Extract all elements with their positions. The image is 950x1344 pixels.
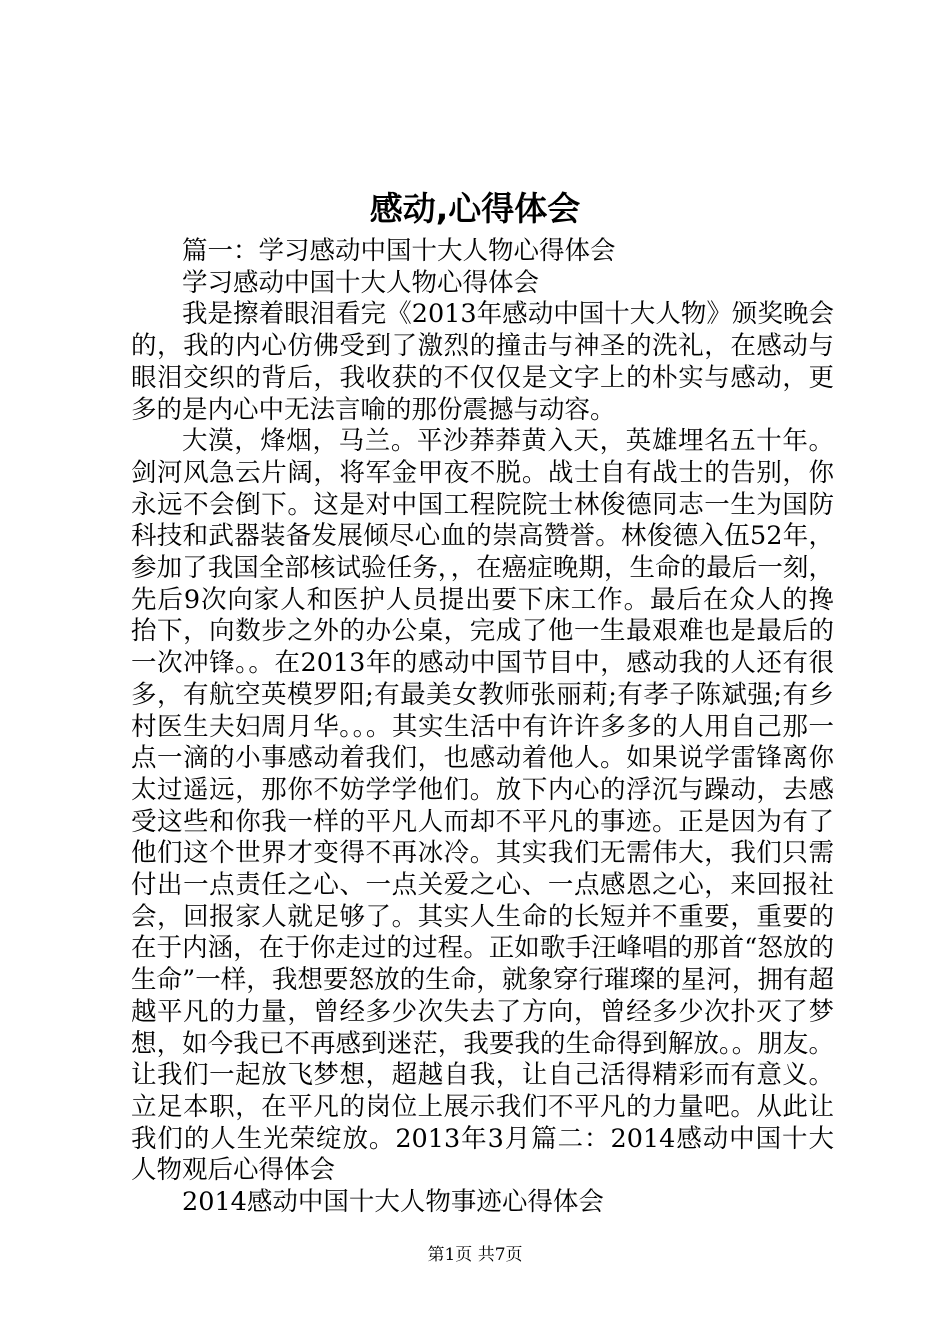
paragraph-main: 大漠，烽烟，马兰。平沙莽莽黄入天，英雄埋名五十年。剑河风急云片阔，将军金甲夜不脱。战士自有战士的告别，你永远不会倒下。这是对中国工程院院士林俊德同志一生为国防科技和武器装备发展倾尽心血的崇高赞誉。林俊德入伍52年，参加了我国全部核试验任务，，在癌症晚期，生命的最后一刻，先后9次向家人和医护人员提出要下床工作。最后在众人的搀抬下，向数步之外的办公桌，完成了他一生最艰难也是最后的一次冲锋。。在2013年的感动中国节目中，感动我的人还有很多，有航空英模罗阳;有最美女教师张丽莉;有孝子陈斌强;有乡村医生夫妇周月华。。。其实生活中有许许多多的人用自己那一点一滴的小事感动着我们，也感动着他人。如果说学雷锋离你太过遥远，那你不妨学学他们。放下内心的浮沉与躁动，去感受这些和你我一样的平凡人而却不平凡的事迹。正是因为有了他们这个世界才变得不再冰冷。其实我们无需伟大，我们只需付出一点责任之心、一点关爱之心、一点感恩之心，来回报社会，回报家人就足够了。其实人生命的长短并不重要，重要的在于内涵，在于你走过的过程。正如歌手汪峰唱的那首“怒放的生命”一样，我想要怒放的生命，就象穿行璀璨的星河，拥有超越平凡的力量，曾经多少次失去了方向，曾经多少次扑灭了梦想，如今我已不再感到迷茫，我要我的生命得到解放。。朋友。让我们一起放飞梦想，超越自我，让自己活得精彩而有意义。立足本职，在平凡的岗位上展示我们不平凡的力量吧。从此让我们的人生光荣绽放。2013年3月篇二：2014感动中国十大人物观后心得体会 <box>131 426 834 1186</box>
paragraph-subheading: 学习感动中国十大人物心得体会 <box>182 267 540 298</box>
paragraph-part-one-heading: 篇一：学习感动中国十大人物心得体会 <box>182 236 616 266</box>
paragraph-part-two-heading: 2014感动中国十大人物事迹心得体会 <box>182 1187 604 1218</box>
paragraph-intro: 我是擦着眼泪看完《2013年感动中国十大人物》颁奖晚会的，我的内心仿佛受到了激烈的撞击与神圣的洗礼，在感动与眼泪交织的背后，我收获的不仅仅是文字上的朴实与感动，更多的是内心中无法言喻的那份震撼与动容。 <box>131 299 834 425</box>
document-body <box>131 236 834 1219</box>
page-number-footer: 第1页 共7页 <box>427 1245 523 1265</box>
document-title: 感动,心得体会 <box>369 189 581 228</box>
